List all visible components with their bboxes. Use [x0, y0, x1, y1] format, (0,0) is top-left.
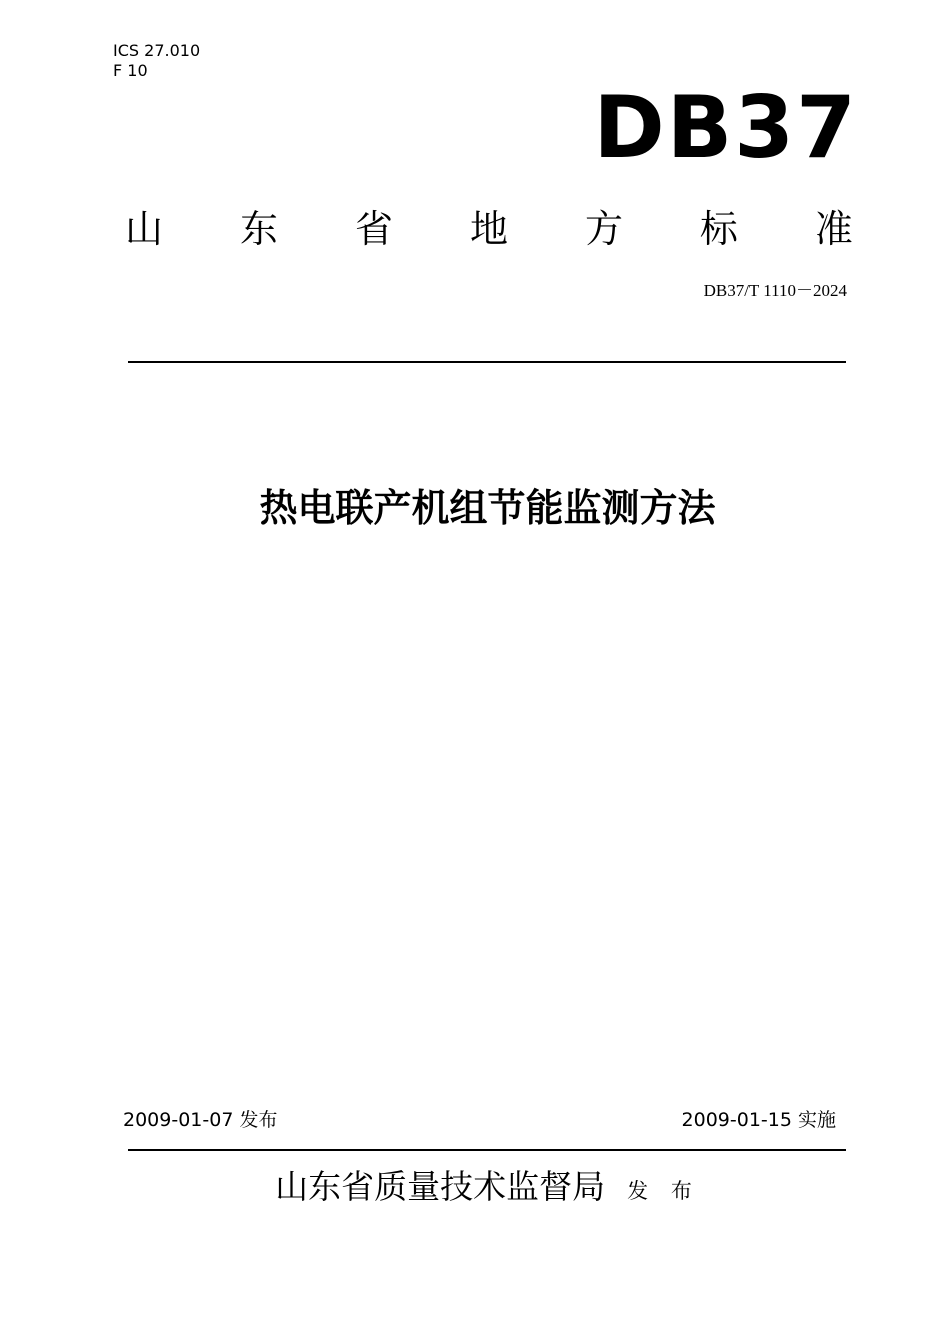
issuer-name: 山东省质量技术监督局	[275, 1167, 606, 1206]
document-title: 热电联产机组节能监测方法	[259, 486, 716, 530]
issuer-suffix: 发 布	[627, 1179, 700, 1203]
standard-type-char: 标	[699, 207, 738, 251]
standard-code: DB37/T 1110－2024	[703, 281, 847, 300]
ics-block	[113, 41, 200, 81]
top-divider	[128, 361, 846, 363]
issue-date: 2009-01-07 发布	[123, 1109, 278, 1131]
standard-logo: DB37	[593, 78, 858, 178]
implementation-date: 2009-01-15 实施	[681, 1109, 836, 1131]
standard-type-heading	[125, 204, 853, 254]
bottom-divider	[128, 1149, 846, 1151]
standard-type-char: 准	[814, 207, 853, 251]
standard-type-char: 东	[239, 207, 278, 251]
issuer-line	[0, 1164, 950, 1216]
standard-type-char: 方	[584, 207, 623, 251]
standard-type-char: 省	[354, 207, 393, 251]
classification-code: F 10	[113, 61, 148, 80]
ics-number: ICS 27.010	[113, 41, 201, 60]
standard-type-char: 地	[469, 207, 508, 251]
standard-type-char: 山	[125, 207, 164, 251]
